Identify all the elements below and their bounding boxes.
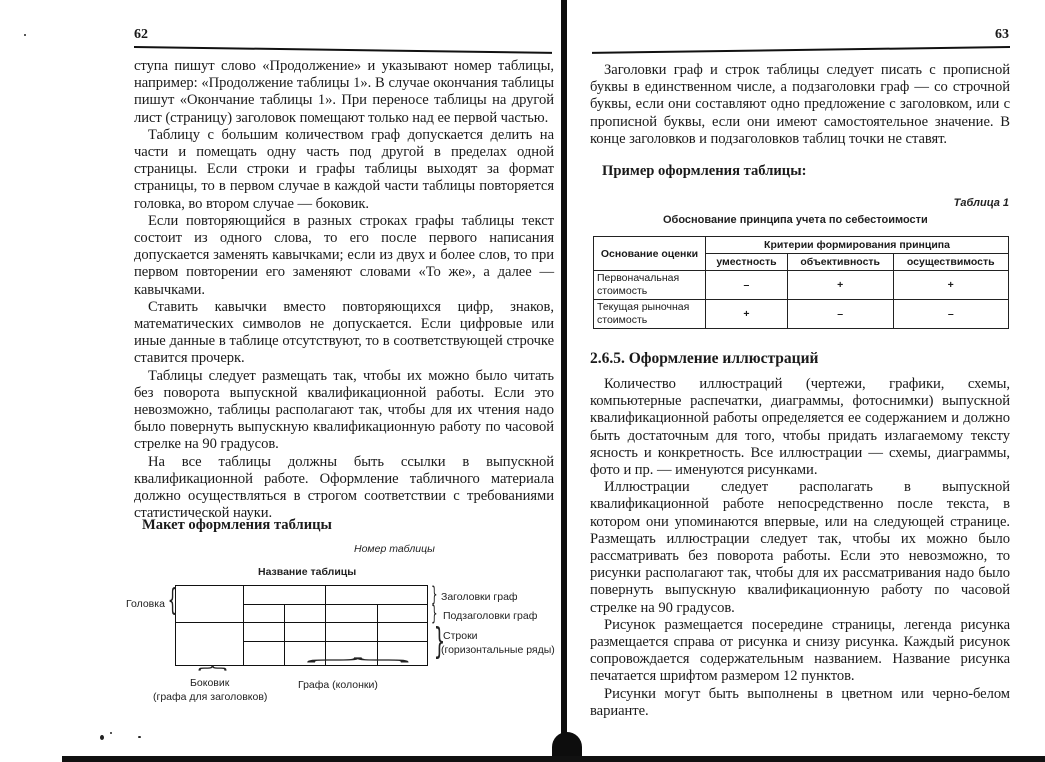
- page-number: 62: [134, 27, 148, 42]
- scan-speck: [24, 34, 26, 36]
- cell: +: [893, 271, 1009, 300]
- row-label: Первоначальная стоимость: [594, 271, 706, 300]
- paragraph: Таблицы следует размещать так, чтобы их можно было читать без поворота выпускной квалификационной работы. Если это невозможно, таблицы располагают так, чтобы для их чтения надо было повернуть выпускную квалификационную работу по часовой стрелке на 90 градусов.: [134, 367, 554, 453]
- schematic-grid: [175, 585, 428, 666]
- subheading: Макет оформления таблицы: [142, 517, 332, 533]
- rows-label-sub: (горизонтальные ряды): [441, 644, 555, 656]
- scan-speck: [100, 735, 104, 740]
- group-header: Критерии формирования принципа: [706, 237, 1009, 254]
- table-number-label: Номер таблицы: [354, 543, 435, 555]
- example-table: [593, 236, 1009, 329]
- paragraph: Рисунок размещается посередине страницы, легенда рисунка размещается справа от рисунка и снизу рисунка. Каждый рисунок сопровождается содержательным названием. Название рисунка печатается шрифтом размером 12 пунктов.: [590, 616, 1010, 685]
- header-rule: [592, 46, 1010, 54]
- grid-line: [243, 604, 428, 605]
- paragraph: Количество иллюстраций (чертежи, графики, схемы, компьютерные распечатки, диаграммы, фотоснимки) выпускной квалификационной работы определяется ее содержанием и должно быть достаточным для того, чтобы придать излагаемому тексту ясность и конкретность. Все иллюстрации — схемы, диаграммы, фото и пр. — именуются рисунками.: [590, 376, 1010, 479]
- columns-label: Графа (колонки): [298, 679, 378, 691]
- paragraph: ступа пишут слово «Продолжение» и указывают номер таблицы, например: «Продолжение таблицы 1». В случае окончания таблицы пишут «Окончание таблицы 1». При переносе таблицы на другой лист (страницу) заголовок помещают только над ее первой частью.: [134, 58, 554, 126]
- body-text: [134, 58, 554, 522]
- column-header: объективность: [787, 254, 893, 271]
- cell: –: [893, 300, 1009, 329]
- scan-speck: [110, 732, 112, 734]
- right-brace-icon: }: [433, 621, 446, 662]
- cell: +: [706, 300, 788, 329]
- cell: –: [706, 271, 788, 300]
- grid-line: [175, 622, 428, 623]
- row-label: Текущая рыночная стоимость: [594, 300, 706, 329]
- body-text: [590, 376, 1010, 720]
- grid-line: [325, 585, 326, 666]
- column-subheaders-label: Подзаголовки граф: [443, 610, 538, 622]
- table-row: [594, 271, 1009, 300]
- right-brace-icon: }: [431, 601, 438, 625]
- column-headers-label: Заголовки граф: [441, 591, 518, 603]
- column-header: осуществимость: [893, 254, 1009, 271]
- right-brace-icon: }: [431, 582, 438, 606]
- page-bottom-edge: [62, 756, 1045, 762]
- example-heading: Пример оформления таблицы:: [602, 163, 807, 179]
- grid-line: [243, 585, 244, 666]
- cell: +: [787, 271, 893, 300]
- table-title-label: Название таблицы: [258, 566, 357, 578]
- table-number: Таблица 1: [953, 197, 1009, 209]
- table-row: [594, 300, 1009, 329]
- header-rule: [134, 46, 552, 54]
- head-label: Головка: [126, 598, 165, 610]
- bottom-brace-icon: {: [299, 655, 427, 665]
- stub-label-sub: (графа для заголовков): [153, 691, 268, 703]
- section-title: 2.6.5. Оформление иллюстраций: [590, 350, 819, 367]
- paragraph: Иллюстрации следует располагать в выпускной квалификационной работе непосредственно после текста, в котором они упоминаются впервые, или на следующей странице. Размещать иллюстрации следует так, чтобы их можно было рассматривать без поворота работы. Если это невозможно, то рисунки располагают так, чтобы для их рассматривания надо было повернуть выпускную квалификационную работу по часовой стрелке на 90 градусов.: [590, 479, 1010, 616]
- right-page: [588, 0, 1013, 762]
- paragraph: Заголовки граф и строк таблицы следует писать с прописной буквы в единственном числе, а подзаголовки граф — со строчной буквы, если они составляют одно предложение с заголовком, или с прописной буквы, если они имеют самостоятельное значение. В конце заголовков и подзаголовков таблиц точки не ставят.: [590, 62, 1010, 147]
- grid-line: [284, 604, 285, 666]
- body-text: [590, 62, 1010, 148]
- column-header: уместность: [706, 254, 788, 271]
- page-number: 63: [995, 27, 1009, 42]
- grid-line: [243, 641, 428, 642]
- cell: –: [787, 300, 893, 329]
- paragraph: Если повторяющийся в разных строках графы таблицы текст состоит из одного слова, то его после первого написания допускается заменять кавычками; если из двух и более слов, то при первом повторении его заменяют словами «То же», а далее — кавычками.: [134, 212, 554, 298]
- rows-label: Строки: [443, 630, 478, 642]
- paragraph: Рисунки могут быть выполнены в цветном или черно-белом варианте.: [590, 685, 1010, 719]
- left-brace-icon: {: [167, 583, 178, 618]
- paragraph: Таблицу с большим количеством граф допускается делить на части и помещать одну часть под другой в пределах одной страницы. Если строки и графы таблицы выходят за формат страницы, то в первом случае в каждой части таблицы повторяется головка, во втором случае — боковик.: [134, 126, 554, 212]
- book-spine: [561, 0, 567, 762]
- stub-label: Боковик: [190, 677, 230, 689]
- stub-header: Основание оценки: [594, 237, 706, 271]
- table-title: Обоснование принципа учета по себестоимости: [663, 214, 928, 226]
- bottom-brace-icon: {: [195, 663, 231, 673]
- paragraph: На все таблицы должны быть ссылки в выпускной квалификационной работе. Оформление табличного материала должно осуществляться в строгом соответствии с требованиями статистической науки.: [134, 453, 554, 522]
- paragraph: Ставить кавычки вместо повторяющихся цифр, знаков, математических символов не допускается. Если цифровые или иные данные в таблице отсутствуют, то в соответствующей строчке ставится прочерк.: [134, 298, 554, 367]
- scan-speck: [138, 736, 141, 738]
